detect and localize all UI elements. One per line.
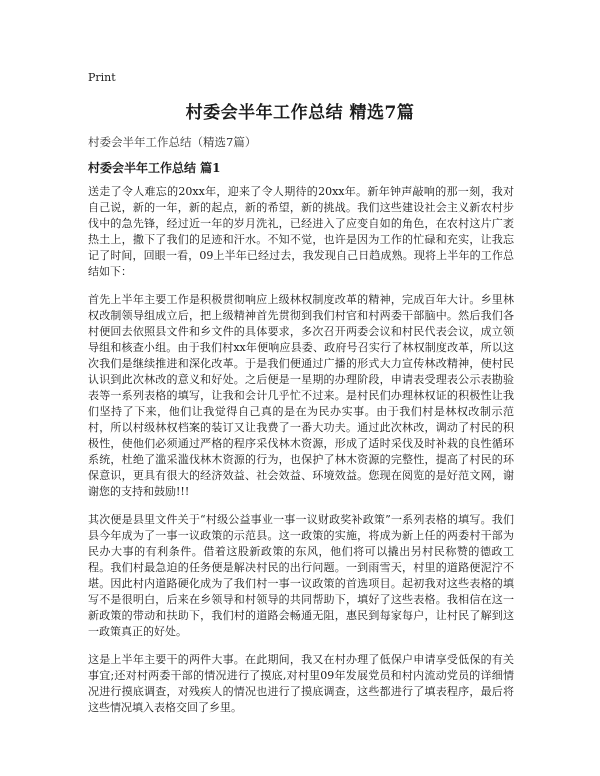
print-link[interactable]: Print [88,71,116,84]
document-subtitle: 村委会半年工作总结（精选7篇） [88,135,257,149]
paragraph-3: 其次便是县里文件关于“村级公益事业一事一议财政奖补政策”一系列表格的填写。我们县今年成为了一事一议政策的示范县。这一政策的实施，将成为新上任的两委村干部为民办大事的有利条件。借着这股新政策的东风，他们将可以撬出另村民称赞的德政工程。我们村最急迫的任务便是解决村民的出行问题。一到雨雪天，村里的道路便泥泞不堪。因此村内道路硬化成为了我们村一事一议政策的首选项目。起初我对这些表格的填写不是很明白，后来在乡领导和村领导的共同帮助下，填好了这些表格。我相信在这一新政策的带动和扶助下，我们村的道路会畅通无阻，惠民到每家每户，让村民了解到这一政策真正的好处。 [88,513,514,638]
section-heading: 村委会半年工作总结 篇1 [88,161,221,175]
paragraph-2: 首先上半年主要工作是积极贯彻响应上级林权制度改革的精神，完成百年大计。乡里林权改制领导组成立后，把上级精神首先贯彻到我们村官和村两委干部脑中。然后我们各村便回去依照县文件和乡文件的具体要求，多次召开两委会议和村民代表会议，成立领导组和核查小组。由于我们村xx年便响应县委、政府号召实行了林权制度改革，所以这次我们是继续推进和深化改革。于是我们便通过广播的形式大力宣传林改精神，使村民认识到此次林改的意义和好处。之后便是一星期的办理阶段，申请表受理表公示表勘验表等一系列表格的填写，让我和会计几乎忙不过来。是村民们办理林权证的积极性让我们坚持了下来，他们让我觉得自己真的是在为民办实事。由于我们村是林权改制示范村，所以村级林权档案的装订又让我费了一番大功夫。通过此次林改，调动了村民的积极性，使他们必须通过严格的程序采伐林木资源，形成了适时采伐及时补栽的良性循环系统，杜绝了滥采滥伐林木资源的行为，也保护了林木资源的完整性，提高了村民的环保意识，更具有很大的经济效益、社会效益、环境效益。您现在阅览的是好范文网，谢谢您的支持和鼓励!!! [88,293,514,498]
paragraph-4: 这是上半年主要干的两件大事。在此期间，我又在村办理了低保户申请享受低保的有关事宜;还对村两委干部的情况进行了摸底,对村里09年发展党员和村内流动党员的详细情况进行摸底调查，对残疾人的情况也进行了摸底调查，这些都进行了填表程序，最后将这些情况填入表格交回了乡里。 [88,653,514,714]
document-body [88,184,514,728]
document-title: 村委会半年工作总结 精选7篇 [185,103,415,123]
paragraph-1: 送走了令人难忘的20xx年，迎来了令人期待的20xx年。新年钟声敲响的那一刻，我对自己说，新的一年，新的起点，新的希望，新的挑战。我们这些建设社会主义新农村步伐中的急先锋，经过近一年的岁月洗礼，已经进入了应变自如的角色，在农村这片广袤热土上，撒下了我们的足迹和汗水。不知不觉，也许是因为工作的忙碌和充实，让我忘记了时间，回眼一看，09上半年已经过去，我发现自己日趋成熟。现将上半年的工作总结如下： [88,185,514,278]
